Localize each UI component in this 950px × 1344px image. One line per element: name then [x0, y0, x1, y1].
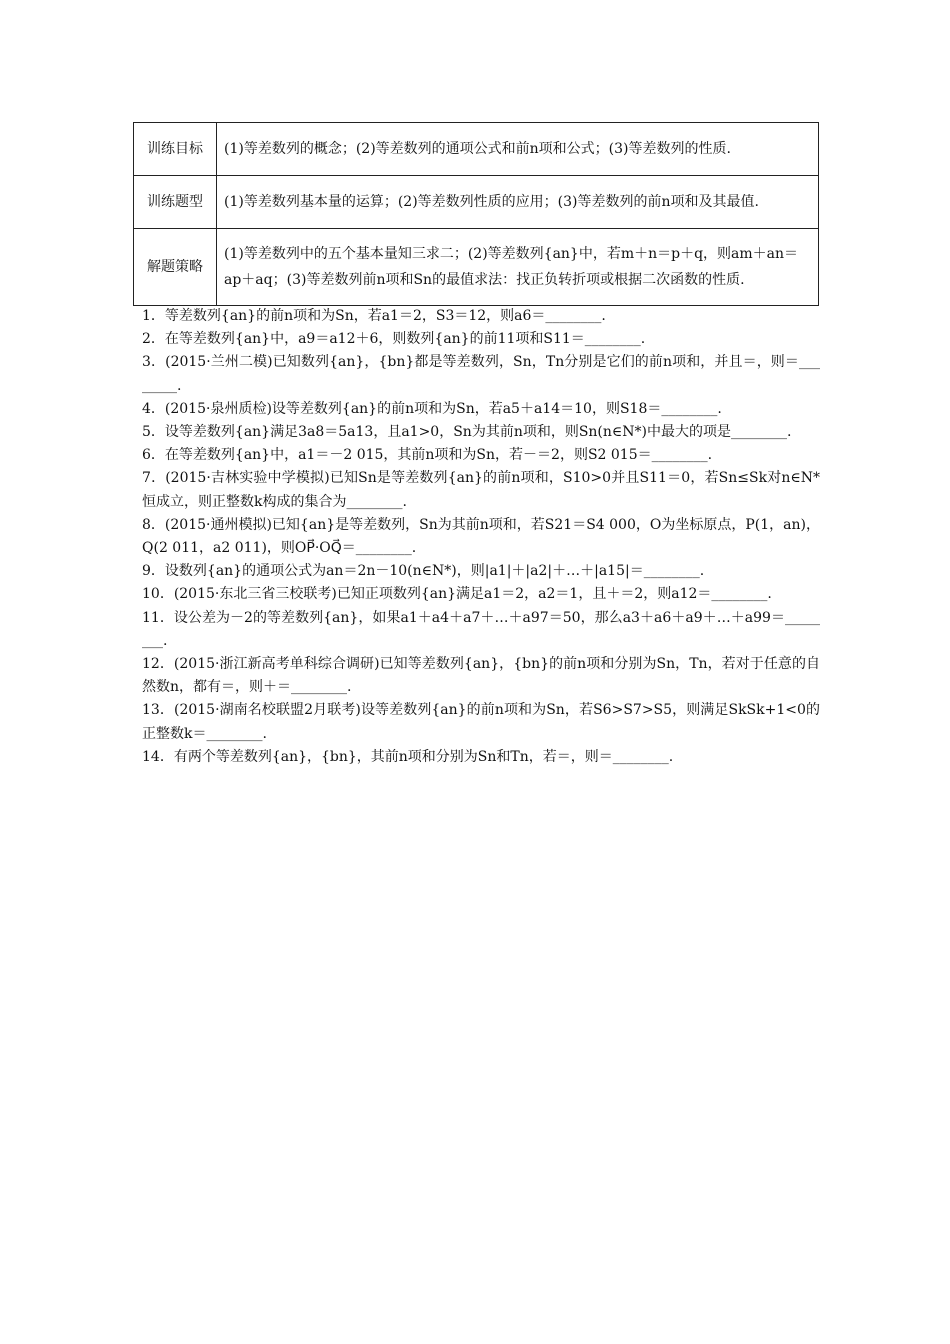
problem-5: 5．设等差数列{an}满足3a8＝5a13，且a1>0，Sn为其前n项和，则Sn(n∈N*)中最大的项是________.: [142, 424, 792, 441]
problem-7: 7．(2015·吉林实验中学模拟)已知Sn是等差数列{an}的前n项和，S10>0并且S11＝0，若Sn≤Sk对n∈N*恒成立，则正整数k构成的集合为________.: [142, 470, 820, 510]
table-row: [134, 123, 819, 176]
problem-13: 13．(2015·湖南名校联盟2月联考)设等差数列{an}的前n项和为Sn，若S6>S7>S5，则满足SkSk+1<0的正整数k＝________.: [142, 702, 820, 742]
table-row: [134, 229, 819, 306]
problem-10: 10．(2015·东北三省三校联考)已知正项数列{an}满足a1＝2，a2＝1，且＋＝2，则a12＝________.: [142, 586, 772, 603]
problem-4: 4．(2015·泉州质检)设等差数列{an}的前n项和为Sn，若a5＋a14＝10，则S18＝________.: [142, 400, 722, 417]
problem-list: [142, 305, 820, 769]
problem-2: 2．在等差数列{an}中，a9＝a12＋6，则数列{an}的前11项和S11＝________.: [142, 331, 646, 348]
problem-3: 3．(2015·兰州二模)已知数列{an}，{bn}都是等差数列，Sn，Tn分别是它们的前n项和，并且＝，则＝________.: [142, 354, 820, 394]
problem-14: 14．有两个等差数列{an}，{bn}，其前n项和分别为Sn和Tn，若＝，则＝________.: [142, 748, 674, 765]
table-row: [134, 176, 819, 229]
problem-1: 1．等差数列{an}的前n项和为Sn，若a1＝2，S3＝12，则a6＝________.: [142, 308, 606, 324]
problem-12: 12．(2015·浙江新高考单科综合调研)已知等差数列{an}，{bn}的前n项和分别为Sn，Tn，若对于任意的自然数n，都有＝，则＋＝________.: [142, 656, 820, 696]
row-label-types: 训练题型: [134, 176, 217, 229]
problem-8: 8．(2015·通州模拟)已知{an}是等差数列，Sn为其前n项和，若S21＝S4 000，O为坐标原点，P(1，an)，Q(2 011，a2 011)，则OP⃗·OQ⃗＝________.: [142, 516, 820, 557]
row-text-strategy: (1)等差数列中的五个基本量知三求二；(2)等差数列{an}中，若m＋n＝p＋q，则am＋an＝ap＋aq；(3)等差数列前n项和Sn的最值求法：找正负转折项或根据二次函数的性质.: [217, 229, 819, 306]
row-label-goal: 训练目标: [134, 123, 217, 176]
problem-11: 11．设公差为－2的等差数列{an}，如果a1＋a4＋a7＋…＋a97＝50，那么a3＋a6＋a9＋…＋a99＝________.: [142, 609, 820, 649]
summary-table: [133, 122, 819, 306]
problem-6: 6．在等差数列{an}中，a1＝－2 015，其前n项和为Sn，若－＝2，则S2 015＝________.: [142, 447, 713, 464]
row-label-strategy: 解题策略: [134, 229, 217, 306]
row-text-goal: (1)等差数列的概念；(2)等差数列的通项公式和前n项和公式；(3)等差数列的性质.: [217, 123, 819, 176]
row-text-types: (1)等差数列基本量的运算；(2)等差数列性质的应用；(3)等差数列的前n项和及其最值.: [217, 176, 819, 229]
problem-9: 9．设数列{an}的通项公式为an＝2n－10(n∈N*)，则|a1|＋|a2|＋…＋|a15|＝________.: [142, 563, 705, 580]
